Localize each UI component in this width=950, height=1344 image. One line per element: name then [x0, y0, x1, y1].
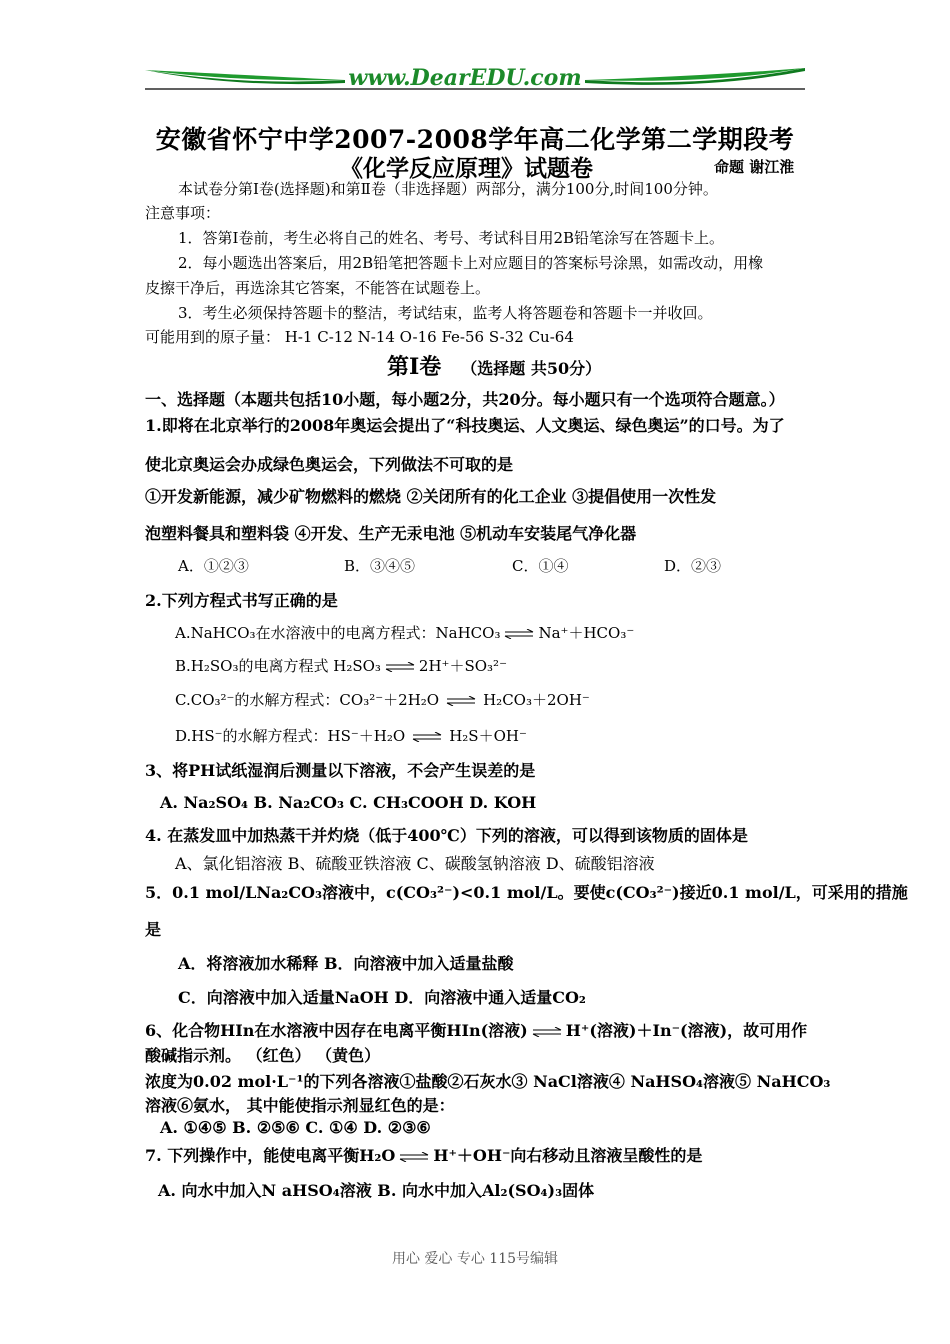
equilibrium-arrow-icon [409, 732, 445, 742]
q1-option-b: B．③④⑤ [344, 557, 416, 575]
section-title: 第Ⅰ卷 （选择题 共50分） [387, 354, 602, 380]
page-footer: 用心 爱心 专心 115号编辑 [391, 1251, 559, 1267]
q5-stem: 5．0.1 mol/LNa₂CO₃溶液中，c(CO₃²⁻)<0.1 mol/L。要使c(CO₃²⁻)接近0.1 mol/L，可采用的措施 [145, 883, 908, 902]
q3-options: A. Na₂SO₄ B. Na₂CO₃ C. CH₃COOH D. KOH [160, 793, 537, 812]
q1-stem: 使北京奥运会办成绿色奥运会，下列做法不可取的是 [145, 455, 514, 474]
q6-stem: 溶液⑥氨水， 其中能使指示剂显红色的是： [145, 1096, 455, 1115]
q6-stem: 酸碱指示剂。 （红色） （黄色） [145, 1046, 381, 1065]
q2-option-d: D.HS⁻的水解方程式：HS⁻＋H₂O H₂S＋OH⁻ [175, 727, 527, 745]
part-heading: 一、选择题（本题共包括10小题，每小题2分，共20分。每小题只有一个选项符合题意。） [145, 390, 785, 409]
site-logo: www.DearEDU.com [348, 65, 582, 91]
equilibrium-arrow-icon [443, 696, 479, 706]
q1-items: 泡塑料餐具和塑料袋 ④开发、生产无汞电池 ⑤机动车安装尾气净化器 [145, 524, 637, 543]
title-line1: 安徽省怀宁中学2007-2008学年高二化学第二学期段考 [155, 125, 795, 154]
header-banner [145, 62, 805, 92]
equilibrium-arrow-icon [399, 1152, 429, 1162]
intro-line: 3．考生必须保持答题卡的整洁，考试结束，监考人将答题卷和答题卡一并收回。 [178, 304, 713, 322]
title-line2: 《化学反应原理》试题卷 [340, 155, 593, 182]
intro-line: 本试卷分第Ⅰ卷(选择题)和第Ⅱ卷（非选择题）两部分，满分100分,时间100分钟。 [178, 180, 718, 198]
intro-line: 2．每小题选出答案后，用2B铅笔把答题卡上对应题目的答案标号涂黑，如需改动，用橡 [178, 254, 764, 272]
q4-stem: 4. 在蒸发皿中加热蒸干并灼烧（低于400℃）下列的溶液，可以得到该物质的固体是 [145, 826, 748, 845]
equilibrium-arrow-icon [532, 1027, 562, 1037]
q6-stem: 浓度为0.02 mol·L⁻¹的下列各溶液①盐酸②石灰水③ NaCl溶液④ NaHSO₄溶液⑤ NaHCO₃ [145, 1072, 831, 1091]
q4-options: A、氯化铝溶液 B、硫酸亚铁溶液 C、碳酸氢钠溶液 D、硫酸铝溶液 [175, 854, 655, 873]
q1-option-d: D．②③ [664, 557, 722, 575]
equilibrium-arrow-icon [385, 662, 415, 672]
intro-line: 1．答第Ⅰ卷前，考生必将自己的姓名、考号、考试科目用2B铅笔涂写在答题卡上。 [178, 229, 725, 247]
author: 命题 谢江淮 [714, 158, 795, 176]
q2-stem: 2.下列方程式书写正确的是 [145, 591, 338, 610]
q6-stem: 6、化合物HIn在水溶液中因存在电离平衡HIn(溶液) H⁺(溶液)＋In⁻(溶液)，故可用作 [145, 1021, 808, 1040]
q7-stem: 7. 下列操作中，能使电离平衡H₂O H⁺＋OH⁻向右移动且溶液呈酸性的是 [145, 1146, 703, 1165]
q1-option-c: C．①④ [512, 557, 569, 575]
q6-options: A. ①④⑤ B. ②⑤⑥ C. ①④ D. ②③⑥ [160, 1118, 431, 1137]
q2-option-b: B.H₂SO₃的电离方程式 H₂SO₃ 2H⁺＋SO₃²⁻ [175, 657, 507, 675]
q5-options-cd: C．向溶液中加入适量NaOH D．向溶液中通入适量CO₂ [178, 988, 586, 1007]
intro-line: 皮擦干净后，再选涂其它答案，不能答在试题卷上。 [145, 279, 491, 297]
intro-line: 注意事项： [145, 204, 221, 222]
q5-options-ab: A．将溶液加水稀释 B．向溶液中加入适量盐酸 [178, 954, 514, 973]
q2-option-a: A.NaHCO₃在水溶液中的电离方程式：NaHCO₃ Na⁺＋HCO₃⁻ [175, 624, 635, 642]
q7-options: A. 向水中加入N aHSO₄溶液 B. 向水中加入Al₂(SO₄)₃固体 [158, 1181, 595, 1200]
q1-items: ①开发新能源，减少矿物燃料的燃烧 ②关闭所有的化工企业 ③提倡使用一次性发 [145, 487, 717, 506]
q1-option-a: A．①②③ [178, 557, 249, 575]
q2-option-c: C.CO₃²⁻的水解方程式：CO₃²⁻＋2H₂O H₂CO₃＋2OH⁻ [175, 691, 590, 709]
q5-stem: 是 [145, 920, 162, 939]
q3-stem: 3、将PH试纸湿润后测量以下溶液，不会产生误差的是 [145, 761, 536, 780]
equilibrium-arrow-icon [504, 629, 534, 639]
atomic-masses: 可能用到的原子量： H-1 C-12 N-14 O-16 Fe-56 S-32 Cu-64 [145, 328, 574, 346]
q1-stem: 1.即将在北京举行的2008年奥运会提出了“科技奥运、人文奥运、绿色奥运”的口号。为了 [145, 416, 785, 435]
